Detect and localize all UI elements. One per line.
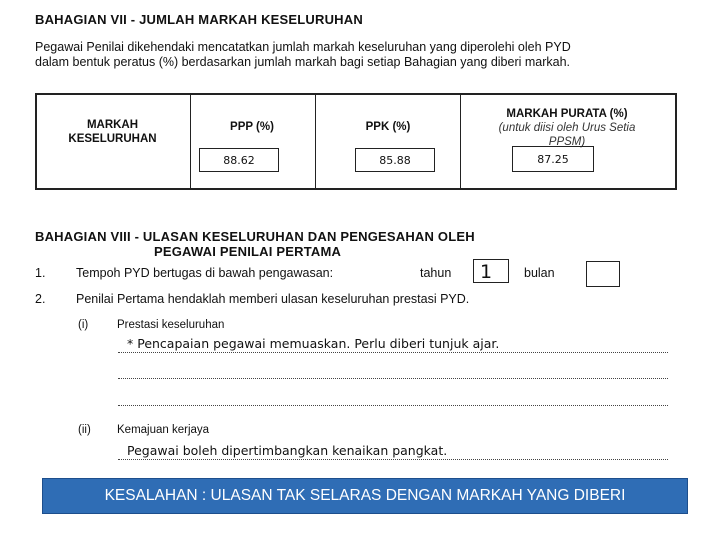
table-divider-1 xyxy=(190,93,191,189)
tahun-value: 1 xyxy=(480,261,493,283)
purata-header-line1: MARKAH PURATA (%) xyxy=(506,108,628,120)
ppk-value-box[interactable] xyxy=(355,148,435,172)
ppp-value-box[interactable] xyxy=(199,148,279,172)
subitem2-number: (ii) xyxy=(78,424,91,436)
comment-line-2 xyxy=(118,378,668,379)
subitem2-label: Kemajuan kerjaya xyxy=(117,424,210,436)
section8-title xyxy=(35,229,475,259)
section8-title-line2: PEGAWAI PENILAI PERTAMA xyxy=(154,244,342,259)
purata-header xyxy=(462,107,672,149)
ppk-header: PPK (%) xyxy=(365,121,411,133)
markah-label-line1: MARKAH xyxy=(86,119,139,131)
ppk-value: 85.88 xyxy=(379,153,411,167)
item1-number: 1. xyxy=(35,266,46,280)
subitem1-label: Prestasi keseluruhan xyxy=(117,319,225,331)
bulan-input[interactable] xyxy=(586,261,620,287)
purata-value: 87.25 xyxy=(537,152,569,166)
comment-line-4 xyxy=(118,459,668,460)
kemajuan-comment[interactable]: Pegawai boleh dipertimbangkan kenaikan pangkat. xyxy=(127,443,448,458)
table-divider-3 xyxy=(460,93,461,189)
section8-title-line1: BAHAGIAN VIII - ULASAN KESELURUHAN DAN PENGESAHAN OLEH xyxy=(35,229,475,244)
markah-keseluruhan-label xyxy=(40,118,185,146)
ppp-value: 88.62 xyxy=(223,153,255,167)
table-divider-2 xyxy=(315,93,316,189)
error-banner xyxy=(42,478,688,514)
section7-title: BAHAGIAN VII - JUMLAH MARKAH KESELURUHAN xyxy=(35,12,363,27)
purata-header-line2: (untuk diisi oleh Urus Setia xyxy=(498,122,636,134)
subitem1-number: (i) xyxy=(78,319,89,331)
tahun-input[interactable] xyxy=(473,259,509,283)
purata-header-line3: PPSM) xyxy=(548,136,586,148)
item2-number: 2. xyxy=(35,292,46,306)
comment-line-3 xyxy=(118,405,668,406)
purata-value-box[interactable] xyxy=(512,146,594,172)
item1-text: Tempoh PYD bertugas di bawah pengawasan: xyxy=(76,266,334,280)
prestasi-comment[interactable]: * Pencapaian pegawai memuaskan. Perlu diberi tunjuk ajar. xyxy=(127,336,500,351)
section7-instruction-line1: Pegawai Penilai dikehendaki mencatatkan jumlah markah keseluruhan yang diperolehi oleh PYD xyxy=(35,40,571,54)
bulan-label: bulan xyxy=(524,266,555,280)
markah-label-line2: KESELURUHAN xyxy=(68,133,157,145)
section7-instruction-line2: dalam bentuk peratus (%) berdasarkan jumlah markah bagi setiap Bahagian yang diberi markah. xyxy=(35,55,571,69)
comment-line-1 xyxy=(118,352,668,353)
ppp-header: PPP (%) xyxy=(230,121,274,133)
error-banner-text: KESALAHAN : ULASAN TAK SELARAS DENGAN MARKAH YANG DIBERI xyxy=(104,487,626,504)
item2-text: Penilai Pertama hendaklah memberi ulasan keseluruhan prestasi PYD. xyxy=(76,292,470,306)
tahun-label: tahun xyxy=(420,266,452,280)
